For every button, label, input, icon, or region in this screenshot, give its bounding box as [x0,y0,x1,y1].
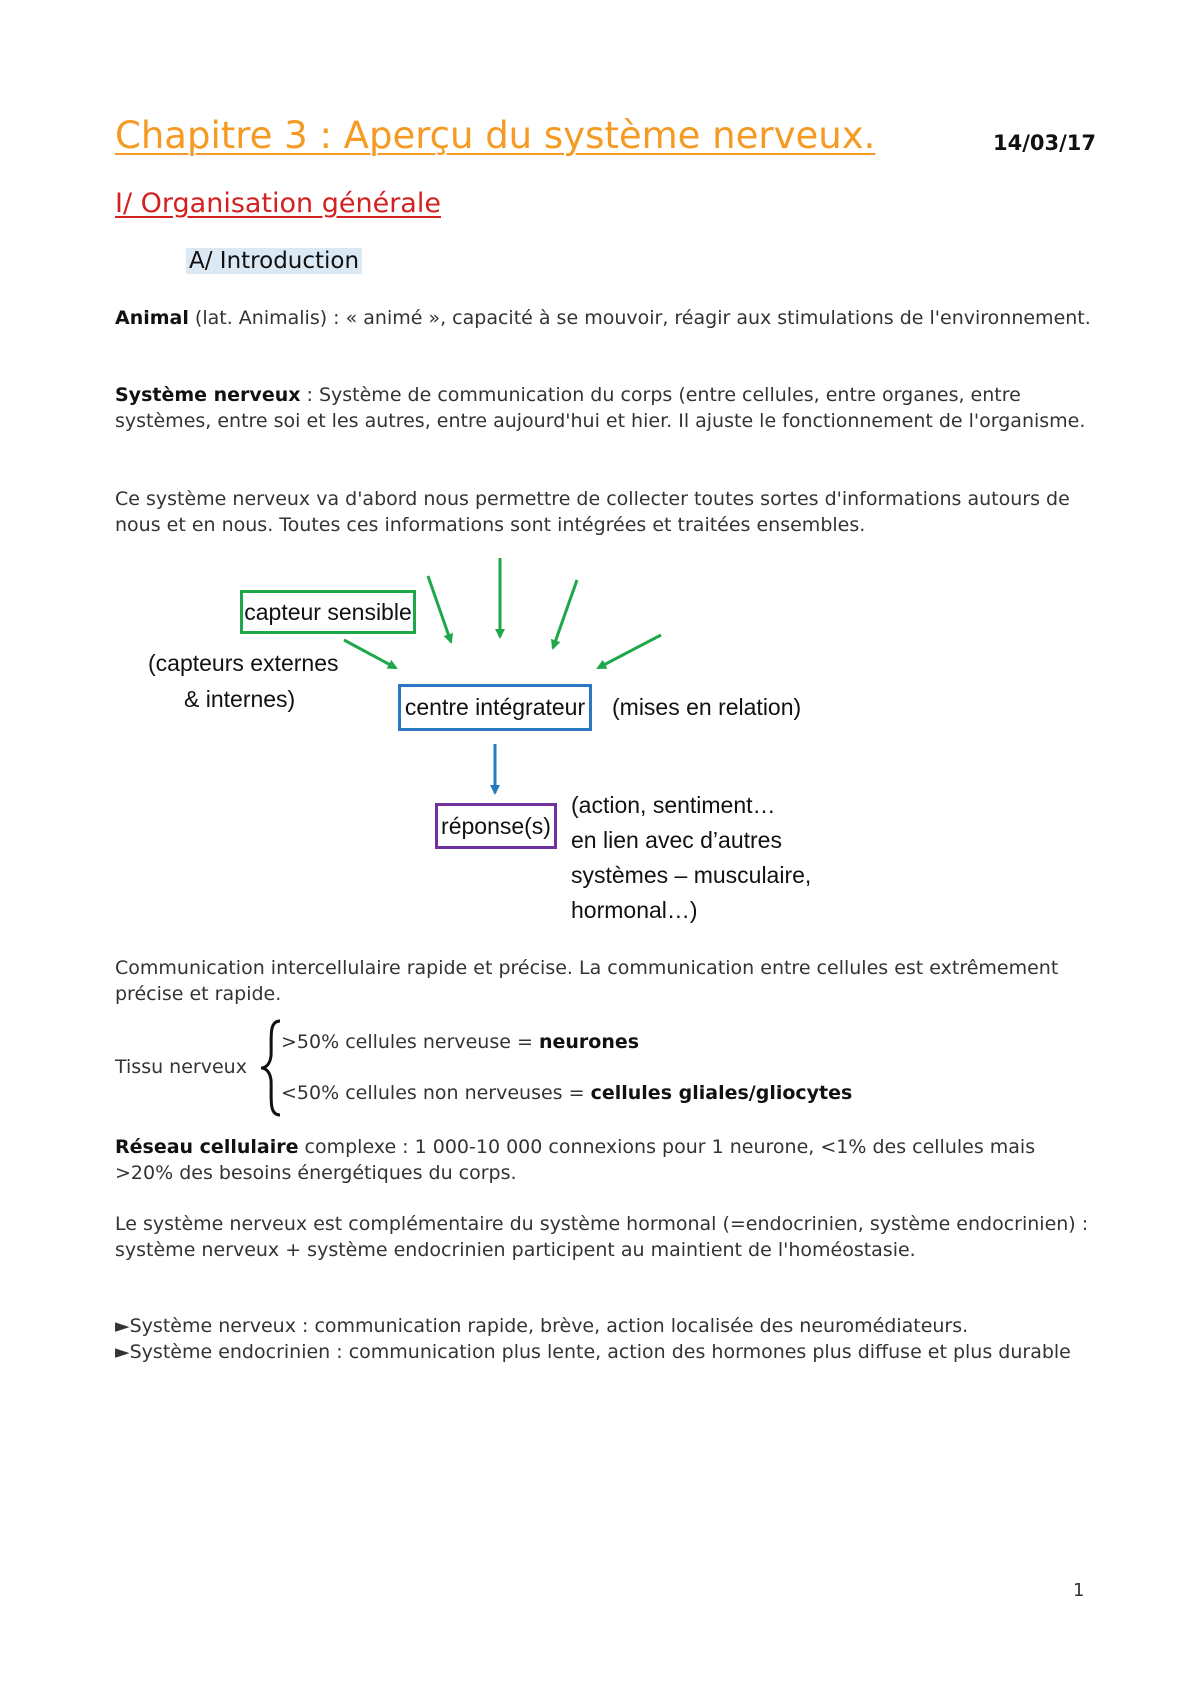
paragraph-animal-text: (lat. Animalis) : « animé », capacité à se mouvoir, réagir aux stimulations de l'environnement. [188,307,1091,329]
label-reponse-3: systèmes – musculaire, [571,862,812,888]
page-number: 1 [1073,1580,1085,1601]
bullet-systeme-endocrinien: ►Système endocrinien : communication plus lente, action des hormones plus diffuse et plus durable [115,1341,1071,1363]
box-reponses: réponse(s) [435,803,557,849]
label-capteurs-internes: & internes) [184,686,296,712]
arrow-input-1 [428,576,451,642]
label-mises-en-relation: (mises en relation) [612,694,802,720]
term-neurones: neurones [538,1031,640,1053]
arrow-bullet-icon: ► [115,1341,130,1363]
arrow-input-4 [598,635,661,668]
subsection-heading-introduction: A/ Introduction [186,248,362,274]
paragraph-sn-text: : Système de communication du corps (entre cellules, entre organes, entre systèmes, entre soi et les autres, entre aujourd'hui et hier. Il ajuste le fonctionnement de l'organisme. [115,384,1086,432]
tissu-nerveux-label: Tissu nerveux [115,1056,247,1078]
label-reponse-2: en lien avec d’autres [571,827,782,853]
paragraph-animal [115,305,1095,331]
paragraph-reseau-text: complexe : 1 000-10 000 connexions pour 1 neurone, <1% des cellules mais >20% des besoins énergétiques du corps. [115,1136,1036,1184]
tissu-line-neurones: >50% cellules nerveuse = neurones [281,1031,640,1053]
arrow-input-3 [553,580,577,648]
bullet-systeme-nerveux: ►Système nerveux : communication rapide, brève, action localisée des neuromédiateurs. [115,1315,969,1337]
page-date: 14/03/17 [993,131,1097,155]
paragraph-communication: Communication intercellulaire rapide et précise. La communication entre cellules est extrêmement précise et rapide. [115,957,1059,1005]
box-capteur-sensible: capteur sensible [240,590,416,634]
paragraph-hormonal: Le système nerveux est complémentaire du système hormonal (=endocrinien, système endocrinien) : système nerveux + système endocrinien participent au maintient de l'homéostasie. [115,1213,1089,1261]
term-systeme-nerveux: Système nerveux [115,384,301,406]
paragraph-systeme-nerveux [115,382,1095,434]
diagram-nervous-system [0,550,1200,940]
box-centre-integrateur: centre intégrateur [398,684,592,731]
label-reponse-1: (action, sentiment… [571,792,776,818]
paragraph-reseau [115,1134,1095,1186]
label-capteurs-externes: (capteurs externes [148,650,339,676]
term-cellules-gliales: cellules gliales/gliocytes [590,1082,853,1104]
label-reponse-4: hormonal…) [571,897,698,923]
arrow-bullet-icon: ► [115,1315,130,1337]
page-title: Chapitre 3 : Aperçu du système nerveux. [115,114,876,157]
arrow-capteur-to-centre [344,640,396,668]
tissu-line-gliales: <50% cellules non nerveuses = cellules gliales/gliocytes [281,1082,853,1104]
term-reseau-cellulaire: Réseau cellulaire [115,1136,299,1158]
section-heading-organisation: I/ Organisation générale [115,188,441,219]
paragraph-collect: Ce système nerveux va d'abord nous permettre de collecter toutes sortes d'informations autours de nous et en nous. Toutes ces informations sont intégrées et traitées ensembles. [115,488,1070,536]
term-animal: Animal [115,307,189,329]
